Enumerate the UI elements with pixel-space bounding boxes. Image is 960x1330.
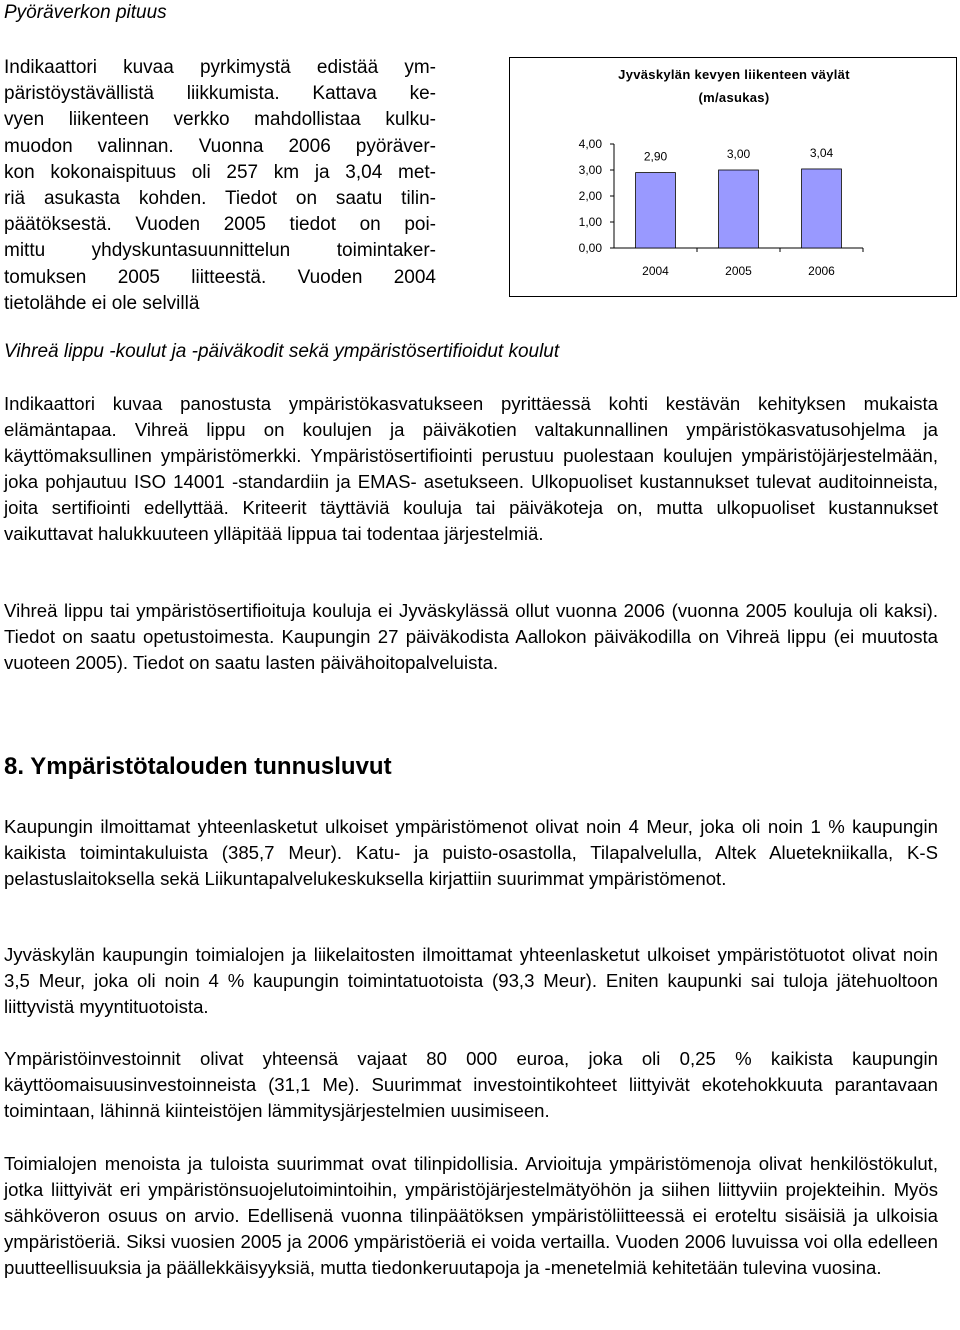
- intro-paragraph: [4, 55, 436, 317]
- intro-line: vyen liikenteen verkko mahdollistaa kulku-: [4, 109, 436, 131]
- section-heading: 8. Ympäristötalouden tunnusluvut: [4, 753, 392, 780]
- intro-line: päristöystävällistä liikkumista. Kattava ke-: [4, 83, 436, 105]
- intro-line: mittu yhdyskuntasuunnittelun toimintaker-: [4, 240, 436, 262]
- x-tick-label: 2006: [808, 264, 835, 278]
- intro-line: muodon valinnan. Vuonna 2006 pyöräver-: [4, 135, 436, 157]
- y-tick-label: 2,00: [578, 189, 602, 203]
- chart-title-unit: (m/asukas): [698, 90, 770, 105]
- data-label: 3,04: [809, 145, 834, 160]
- bar-2004: [636, 173, 676, 248]
- bar-chart: [509, 57, 957, 297]
- data-label: 2,90: [643, 149, 668, 164]
- chart-title: Jyväskylän kevyen liikenteen väylät: [618, 67, 850, 82]
- intro-line: päätöksestä. Vuoden 2005 tiedot on poi-: [4, 214, 436, 236]
- intro-line: kon kokonaispituus oli 257 km ja 3,04 met-: [4, 161, 436, 183]
- x-tick-label: 2005: [725, 264, 752, 278]
- paragraph-green-flag-1: Indikaattori kuvaa panostusta ympäristökasvatukseen pyrittäessä kohti kestävän kehityksen mukaista elämäntapaa. Vihreä lippu on koulujen ja päiväkotien valtakunnallinen ympäristökasvatusohjelma ja käyttömaksullinen ympäristömerkki. Ympäristösertifiointi perustuu puolestaan koulujen ympäristöjärjestelmään, joka pohjautuu ISO 14001 -standardiin ja EMAS- asetukseen. Ulkopuoliset kustannukset tulevat auditoinneista, joita sertifiointi edellyttää. Kriteerit täyttäviä kouluja tai päiväkoteja on, mutta ulkopuoliset kustannukset vaikuttavat halukkuuteen ylläpitää lippua tai todentaa järjestelmiä.: [4, 393, 938, 544]
- y-tick-label: 0,00: [578, 241, 602, 255]
- paragraph-econ-3: Ympäristöinvestoinnit olivat yhteensä vajaat 80 000 euroa, joka oli 0,25 % kaikista kaupungin käyttöomaisuusinvestoinneista (31,1 Me). Suurimmat investointikohteet liittyivät ekotehokkuuta parantavaan toimintaan, lähinnä kiinteistöjen lämmitysjärjestelmien uusimiseen.: [4, 1048, 938, 1121]
- intro-line: riä asukasta kohden. Tiedot on saatu tilin-: [4, 188, 436, 210]
- paragraph-green-flag-2: Vihreä lippu tai ympäristösertifioituja kouluja ei Jyväskylässä ollut vuonna 2006 (vuonna 2005 kouluja oli kaksi). Tiedot on saatu opetustoimesta. Kaupungin 27 päiväkodista Aallokon päiväkodilla on Vihreä lippu (ei muutosta vuoteen 2005). Tiedot on saatu lasten päivähoitopalveluista.: [4, 600, 938, 673]
- chart-canvas: [510, 58, 958, 298]
- bar-2005: [719, 170, 759, 248]
- data-label: 3,00: [726, 147, 751, 161]
- paragraph-econ-2: Jyväskylän kaupungin toimialojen ja liikelaitosten ilmoittamat yhteenlasketut ulkoiset ympäristötuotot olivat noin 3,5 Meur, joka oli noin 4 % kaupungin toimintatuotoista (93,3 Meur). Eniten kaupunki sai tuloja jätehuoltoon liittyvistä myyntituotoista.: [4, 944, 938, 1017]
- paragraph-econ-4: Toimialojen menoista ja tuloista suurimmat ovat tilinpidollisia. Arvioituja ympäristömenoja olivat henkilöstökulut, jotka liittyivät eri ympäristönsuojelutoimintoihin, ympäristöjärjestelmätyöhön ja siihen liittyviin projekteihin. Myös sähköveron osuus on arvio. Edellisenä vuonna tilinpäätöksen ympäristöliitteessä ei eroteltu sisäisiä ja ulkoisia ympäristöeriä. Siksi vuosien 2005 ja 2006 ympäristöeriä ei voida vertailla. Vuoden 2006 luvuissa voi olla edelleen puutteellisuuksia ja päällekkäisyyksiä, mutta tiedonkeruutapoja ja -menetelmiä kehitetään tulevina vuosina.: [4, 1153, 938, 1278]
- x-tick-label: 2004: [642, 264, 669, 278]
- intro-line: Indikaattori kuvaa pyrkimystä edistää ym-: [4, 57, 436, 78]
- bar-2006: [802, 169, 842, 248]
- heading-bike-network: Pyöräverkon pituus: [4, 2, 167, 23]
- heading-green-flag: Vihreä lippu -koulut ja -päiväkodit sekä ympäristösertifioidut koulut: [4, 341, 560, 362]
- y-tick-label: 3,00: [578, 163, 602, 177]
- y-tick-label: 4,00: [578, 137, 602, 151]
- y-tick-label: 1,00: [578, 215, 602, 229]
- paragraph-econ-1: Kaupungin ilmoittamat yhteenlasketut ulkoiset ympäristömenot olivat noin 4 Meur, joka oli noin 1 % kaupungin kaikista toimintakuluista (385,7 Meur). Katu- ja puisto-osastolla, Tilapalvelulla, Altek Aluetekniikalla, K-S pelastuslaitoksella sekä Liikuntapalvelukeskuksella kirjattiin suurimmat ympäristömenot.: [4, 816, 938, 889]
- intro-line: tomuksen 2005 liitteestä. Vuoden 2004: [4, 266, 436, 288]
- intro-line: tietolähde ei ole selvillä: [4, 292, 200, 314]
